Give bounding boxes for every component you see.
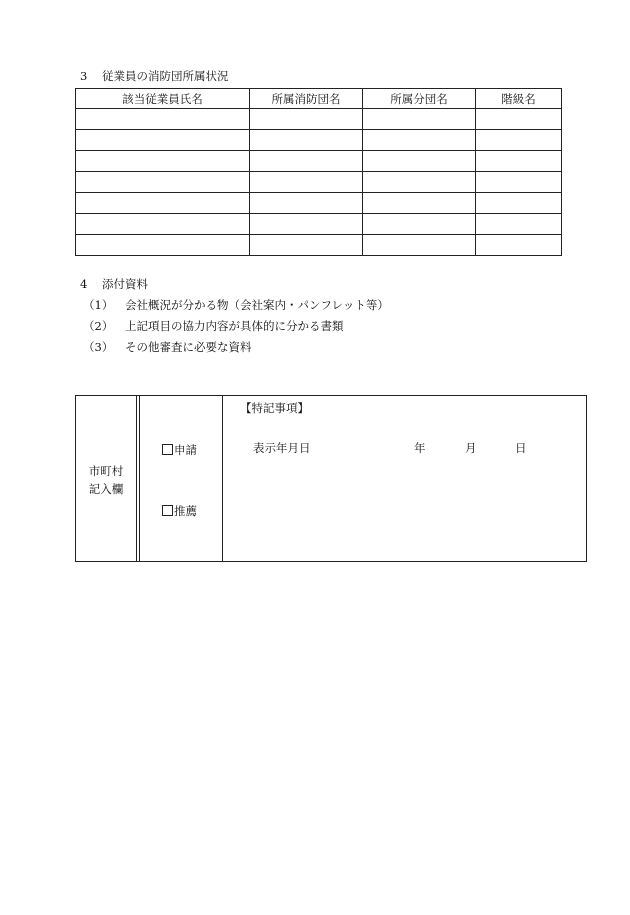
header-fire-brigade: 所属消防団名 [250,89,363,109]
table-row [76,151,562,172]
attachment-item-2 [83,318,344,334]
attachment-number: （1） [83,298,114,312]
cell-rank[interactable] [476,151,562,172]
year-label: 年 [414,441,426,455]
cell-branch[interactable] [363,193,476,214]
attachment-number: （3） [83,340,114,354]
header-rank: 階級名 [476,89,562,109]
table-header-row [76,89,562,109]
member-table [75,88,562,256]
cell-fire-brigade[interactable] [250,109,363,130]
municipal-label [76,462,136,498]
header-employee-name: 該当従業員氏名 [76,89,250,109]
municipal-label-line2: 記入欄 [88,482,124,496]
cell-employee-name[interactable] [76,214,250,235]
attachment-text: 会社概況が分かる物（会社案内・パンフレット等） [125,298,389,312]
notes-title: 【特記事項】 [240,401,309,415]
cell-branch[interactable] [363,214,476,235]
cell-fire-brigade[interactable] [250,130,363,151]
month-label: 月 [465,441,477,455]
section4-number: 4 [80,277,88,291]
cell-branch[interactable] [363,130,476,151]
recommend-option[interactable] [162,503,197,519]
cell-rank[interactable] [476,109,562,130]
cell-employee-name[interactable] [76,235,250,256]
double-divider-right [139,396,140,561]
recommend-label: 推薦 [174,504,197,518]
cell-fire-brigade[interactable] [250,214,363,235]
table-row [76,172,562,193]
section3-title: 従業員の消防団所属状況 [102,69,229,83]
header-branch: 所属分団名 [363,89,476,109]
cell-rank[interactable] [476,214,562,235]
cell-employee-name[interactable] [76,130,250,151]
cell-fire-brigade[interactable] [250,193,363,214]
municipal-label-line1: 市町村 [88,464,124,478]
cell-rank[interactable] [476,235,562,256]
municipal-entry-box [75,395,587,562]
attachment-text: その他審査に必要な資料 [125,340,252,354]
attachment-item-3 [83,339,252,355]
attachment-text: 上記項目の協力内容が具体的に分かる書類 [125,319,344,333]
apply-option[interactable] [162,442,197,458]
table-row [76,214,562,235]
table-row [76,109,562,130]
attachment-item-1 [83,297,389,313]
checkbox-icon[interactable] [162,505,173,516]
cell-employee-name[interactable] [76,172,250,193]
cell-rank[interactable] [476,172,562,193]
cell-branch[interactable] [363,235,476,256]
attachment-number: （2） [83,319,114,333]
cell-employee-name[interactable] [76,193,250,214]
cell-fire-brigade[interactable] [250,172,363,193]
apply-label: 申請 [174,443,197,457]
double-divider-left [136,396,137,561]
section4-heading [80,276,148,292]
cell-branch[interactable] [363,172,476,193]
table-row [76,130,562,151]
cell-employee-name[interactable] [76,151,250,172]
day-label: 日 [515,441,527,455]
section4-title: 添付資料 [102,277,148,291]
options-divider [222,396,223,561]
table-row [76,235,562,256]
cell-employee-name[interactable] [76,109,250,130]
section3-heading [80,68,229,84]
cell-fire-brigade[interactable] [250,151,363,172]
cell-rank[interactable] [476,130,562,151]
cell-branch[interactable] [363,109,476,130]
section3-number: 3 [80,69,88,83]
checkbox-icon[interactable] [162,444,173,455]
table-row [76,193,562,214]
display-date-label: 表示年月日 [253,441,311,455]
cell-fire-brigade[interactable] [250,235,363,256]
cell-rank[interactable] [476,193,562,214]
cell-branch[interactable] [363,151,476,172]
